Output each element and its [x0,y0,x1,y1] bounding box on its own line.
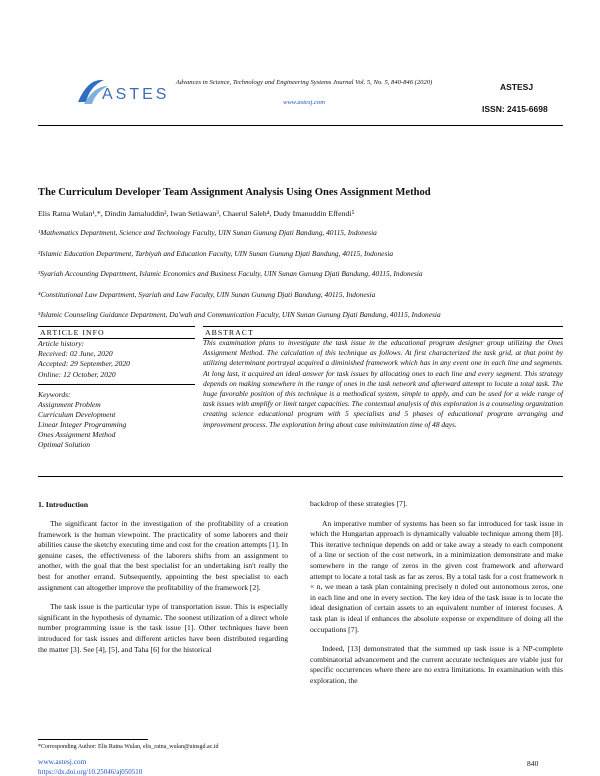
keyword: Assignment Problem [38,400,101,409]
page-number: 840 [527,759,539,768]
affiliation-4: ⁴Constitutional Law Department, Syariah and Law Faculty, UIN Sunan Gunung Djati Bandung, 40115, Indonesia [38,290,376,299]
left-column [38,519,288,655]
article-history-label: Article history: [38,339,85,348]
keywords-label: Keywords: [38,390,71,399]
section-heading: 1. Introduction [38,500,89,509]
accepted-date: Accepted: 29 September, 2020 [38,359,130,368]
author-list: Elis Ratna Wulan¹,*, Dindin Jamaluddin², Iwan Setiawan³, Chaerul Saleh⁴, Dudy Imanuddin Effendi⁵ [38,209,355,218]
paragraph: Indeed, [13] demonstrated that the summed up task issue is a NP-complete combinatorial advancement and the current accurate techniques are viable just for specific occurrences where there are no extra limitations. In examination with this exploration, the [310,644,563,685]
abstract-text: This examination plans to investigate the task issue in the educational program designer group utilizing the Ones Assignment Method. The calculation of this technique as follows. At first characterized the task grid, at that point by utilizing determinant portrayal acquired a diminished framework which has in any event one in each line and segments. At long last, it acquired an ideal answer for task issues by allocating ones to each line and every segment. This strategy depends on making somewhere in the range of ones in the task network and afterward attempt to locate a total task. The huge favorable position of this technique is a methodical system, simple to apply, and can be used for a wide range of task issues with amplify or limit target capacities. The contextual analysis of this exploration is a counseling organization creating science educational program with 5 specialists and 5 phases of educational program arranging and improvement process. The exploration bring about case minimization time of 48 days. [203,338,563,429]
footnote-rule [38,739,148,740]
keywords-rule [38,384,195,385]
article-info-rule-top [38,326,195,327]
paragraph: The task issue is the particular type of transportation issue. This is especially significant in the hypothesis of dynamic. The soonest utilization of a direct whole number programming issue is the task issue [1]. Other techniques have been introduced for task issues and different articles have been distributed regarding the matter [3]. See [4], [5], and Taha [6] for the historical [38,602,288,654]
journal-citation: Advances in Science, Technology and Engineering Systems Journal Vol. 5, No. 5, 840-846 (2020) [175,79,433,86]
header-rule [38,125,563,126]
abstract-bottom-rule [38,476,563,477]
online-date: Online: 12 October, 2020 [38,370,116,379]
affiliation-2: ²Islamic Education Department, Tarbiyah and Education Faculty, UIN Sunan Gunung Djati Bandung, 40115, Indonesia [38,249,394,258]
abstract-heading: ABSTRACT [205,328,254,337]
affiliation-5: ⁵Islamic Counseling Guidance Department, Da'wah and Communication Faculty, UIN Sunan Gunung Djati Bandung, 40115, Indonesia [38,310,441,319]
paragraph: The significant factor in the investigation of the profitability of a creation framework is the human viewpoint. The practicality of some laborers and their abilities cause the sketchy executing time and cost for the creation attempts [1]. In genuine cases, the effectiveness of the laborers shifts from an assignment to another, with the goal that the best specialist for an undertaking isn't really the best for another errand. Subsequently, appointing the best specialist to each assignment can altogether improve the profitability of the framework [2]. [38,519,288,592]
corresponding-author-note: *Corresponding Author: Elis Ratna Wulan, elis_ratna_wulan@uinsgd.ac.id [38,744,219,750]
journal-url-link[interactable]: www.astesj.com [282,99,325,106]
affiliation-3: ³Syariah Accounting Department, Islamic Economics and Business Faculty, UIN Sunan Gunung Djati Bandung, 40115, Indonesia [38,269,423,278]
affiliation-1: ¹Mathematics Department, Science and Technology Faculty, UIN Sunan Gunung Djati Bandung, 40115, Indonesia [38,228,377,237]
abstract-rule-top [203,326,563,327]
paragraph: An imperative number of systems has been so far introduced for task issue in which the Hungarian approach is dynamically valuable technique among them [8]. This iterative technique depends on add or take away a steady to each component of a line or section of the cost network, in a minimization demonstrate and make somewhere in the range of zeros in the given cost framework and afterward attempt to locate a total task as far as zeros. By a total task for a cost framework n × n, we mean a task plan containing precisely n doled out autonomous zeros, one in each line and one in every section. The key idea of the task issue is to locate the ideal designation of certain assets to an equivalent number of interest focuses. A task plan is ideal if enhances the absolute expense or expenditure of doing all the occupations [7]. [310,518,563,634]
received-date: Received: 02 June, 2020 [38,349,113,358]
logo-text: ASTES [102,86,170,103]
keyword: Curriculum Development [38,410,116,419]
journal-brand: ASTESJ [500,82,534,92]
right-column [310,499,563,687]
doi-link[interactable]: https://dx.doi.org/10.25046/aj050510 [38,768,143,776]
paper-title: The Curriculum Developer Team Assignment Analysis Using Ones Assignment Method [38,187,431,198]
issn: ISSN: 2415-6698 [482,104,548,114]
article-info-heading: ARTICLE INFO [40,328,105,337]
site-link[interactable]: www.astesj.com [38,757,87,766]
keyword: Linear Integer Programming [38,420,127,429]
keyword: Ones Assignment Method [38,430,116,439]
keyword: Optimal Solution [38,440,91,449]
paragraph: backdrop of these strategies [7]. [310,499,408,508]
